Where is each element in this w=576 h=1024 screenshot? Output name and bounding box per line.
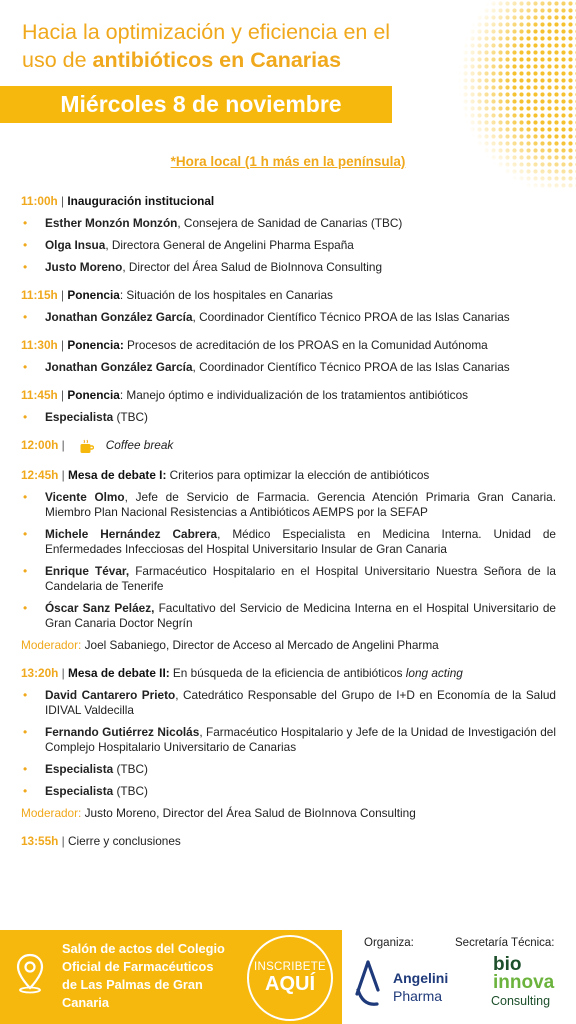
session-1100: 11:00h | Inauguración institucional • Esther Monzón Monzón, Consejera de Sanidad de Canarias (TBC) • Olga Insua, Directora General de Angelini Pharma España • Justo Moreno, Director del Área Salud de BioInnova Consulting xyxy=(21,194,556,275)
date-banner xyxy=(0,86,392,123)
angelini-logo-text: Angelini xyxy=(393,970,449,986)
session-type: Ponencia xyxy=(67,388,120,402)
session-topic: Criterios para optimizar la elección de antibióticos xyxy=(166,468,430,482)
speaker-item: • Jonathan González García, Coordinador Científico Técnico PROA de las Islas Canarias xyxy=(21,360,556,375)
session-coffee: 12:00h | Coffee break xyxy=(21,438,174,452)
session-time: 13:55h xyxy=(21,834,59,848)
bioinnova-logo: bio innova xyxy=(493,954,555,993)
speaker-item: • Óscar Sanz Peláez, Facultativo del Servicio de Medicina Interna en el Hospital Universitario de Gran Canaria Doctor Negrín xyxy=(21,601,556,631)
moderator-line: Moderador: Justo Moreno, Director del Área Salud de BioInnova Consulting xyxy=(21,806,416,820)
speaker-item: • David Cantarero Prieto, Catedrático Responsable del Grupo de I+D en Economía de la Salud IDIVAL Valdecilla xyxy=(21,688,556,718)
session-topic: : Situación de los hospitales en Canarias xyxy=(119,288,333,302)
speaker-item: • Especialista (TBC) xyxy=(21,784,556,799)
session-time: 12:45h xyxy=(21,468,59,482)
title-line-1: Hacia la optimización y eficiencia en el xyxy=(22,20,391,44)
speaker-item: • Fernando Gutiérrez Nicolás, Farmacéutico Hospitalario y Jefe de la Unidad de Investigación del Complejo Hospitalario Universitario de Canarias xyxy=(21,725,556,755)
session-time: 11:00h xyxy=(21,194,58,208)
session-time: 11:45h xyxy=(21,388,58,402)
session-time: 11:15h xyxy=(21,288,58,302)
session-topic: En búsqueda de la eficiencia de antibióticos xyxy=(169,666,406,680)
speaker-item: • Especialista (TBC) xyxy=(21,410,556,425)
title-line-2: uso de antibióticos en Canarias xyxy=(22,48,342,72)
session-topic: : Manejo óptimo e individualización de los tratamientos antibióticos xyxy=(119,388,469,402)
session-type: Mesa de debate I: xyxy=(68,468,167,482)
session-time: 11:30h xyxy=(21,338,58,352)
speaker-item: • Enrique Tévar, Farmacéutico Hospitalario en el Hospital Universitario Nuestra Señora de la Candelaria de Tenerife xyxy=(21,564,556,594)
speaker-item: • Olga Insua, Directora General de Angelini Pharma España xyxy=(21,238,556,253)
session-topic: Procesos de acreditación de los PROAS en la Comunidad Autónoma xyxy=(123,338,488,352)
coffee-cup-icon xyxy=(79,439,94,453)
session-time: 13:20h xyxy=(21,666,59,680)
bioinnova-logo-subtext: Consulting xyxy=(491,994,551,1008)
session-type: Inauguración institucional xyxy=(67,194,215,208)
local-time-note[interactable]: *Hora local (1 h más en la península) xyxy=(170,154,406,169)
session-1320: 13:20h | Mesa de debate II: En búsqueda de la eficiencia de antibióticos long acting • David Cantarero Prieto, Catedrático Responsable del Grupo de I+D en Economía de la Salud IDIVAL Valdecilla • Fernando Gutiérrez Nicolás, Farmacéutico Hospitalario y Jefe de la Unidad de Investigación del Complejo Hospitalario Universitario de Canarias • Especialista (TBC) • Especialista (TBC) Moderador: Justo Moreno, Director del Área Salud de BioInnova Consulting xyxy=(21,666,556,821)
session-1130: 11:30h | Ponencia: Procesos de acreditación de los PROAS en la Comunidad Autónoma • Jonathan González García, Coordinador Científico Técnico PROA de las Islas Canarias xyxy=(21,338,556,375)
speaker-item: • Justo Moreno, Director del Área Salud de BioInnova Consulting xyxy=(21,260,556,275)
session-topic: Cierre y conclusiones xyxy=(64,834,181,848)
event-date: Miércoles 8 de noviembre xyxy=(60,91,342,117)
session-1115: 11:15h | Ponencia: Situación de los hospitales en Canarias • Jonathan González García, Coordinador Científico Técnico PROA de las Islas Canarias xyxy=(21,288,556,325)
session-type: Mesa de debate II: xyxy=(68,666,170,680)
speaker-item: • Michele Hernández Cabrera, Médico Especialista en Medicina Interna. Unidad de Enfermedades Infecciosas del Hospital Universitario Insular de Gran Canaria xyxy=(21,527,556,557)
coffee-break-label: Coffee break xyxy=(105,438,174,452)
session-1245: 12:45h | Mesa de debate I: Criterios para optimizar la elección de antibióticos • Vicente Olmo, Jefe de Servicio de Farmacia. Gerencia Atención Primaria Gran Canaria. Miembro Plan Nacional Resistencias a Antibióticos AEMPS por la SEFAP • Michele Hernández Cabrera, Médico Especialista en Medicina Interna. Unidad de Enfermedades Infecciosas del Hospital Universitario Insular de Gran Canaria • Enrique Tévar, Farmacéutico Hospitalario en el Hospital Universitario Nuestra Señora de la Candelaria de Tenerife • Óscar Sanz Peláez, Facultativo del Servicio de Medicina Interna en el Hospital Universitario de Gran Canaria Doctor Negrín Moderador: Joel Sabaniego, Director de Acceso al Mercado de Angelini Pharma xyxy=(21,468,556,653)
angelini-logo-subtext: Pharma xyxy=(393,988,443,1004)
secretaria-label: Secretaría Técnica: xyxy=(455,937,555,949)
speaker-item: • Esther Monzón Monzón, Consejera de Sanidad de Canarias (TBC) xyxy=(21,216,556,231)
agenda xyxy=(21,194,556,862)
speaker-item: • Vicente Olmo, Jefe de Servicio de Farmacia. Gerencia Atención Primaria Gran Canaria. Miembro Plan Nacional Resistencias a Antibióticos AEMPS por la SEFAP xyxy=(21,490,556,520)
speaker-item: • Jonathan González García, Coordinador Científico Técnico PROA de las Islas Canarias xyxy=(21,310,556,325)
venue-text: Salón de actos del Colegio Oficial de Farmacéuticos de Las Palmas de Gran Canaria xyxy=(62,941,225,1010)
moderator-line: Moderador: Joel Sabaniego, Director de Acceso al Mercado de Angelini Pharma xyxy=(21,638,439,652)
session-type: Ponencia xyxy=(67,288,120,302)
session-1145: 11:45h | Ponencia: Manejo óptimo e individualización de los tratamientos antibióticos • Especialista (TBC) xyxy=(21,388,556,425)
session-type: Ponencia: xyxy=(67,338,124,352)
angelini-logo-icon xyxy=(353,960,383,1015)
speaker-item: • Especialista (TBC) xyxy=(21,762,556,777)
location-pin-icon xyxy=(14,952,46,999)
page-title xyxy=(22,18,442,74)
organiza-label: Organiza: xyxy=(364,937,414,949)
register-button[interactable]: INSCRIBETE AQUÍ xyxy=(247,935,333,1021)
session-1355: 13:55h | Cierre y conclusiones xyxy=(21,834,181,848)
session-time: 12:00h xyxy=(21,438,59,452)
